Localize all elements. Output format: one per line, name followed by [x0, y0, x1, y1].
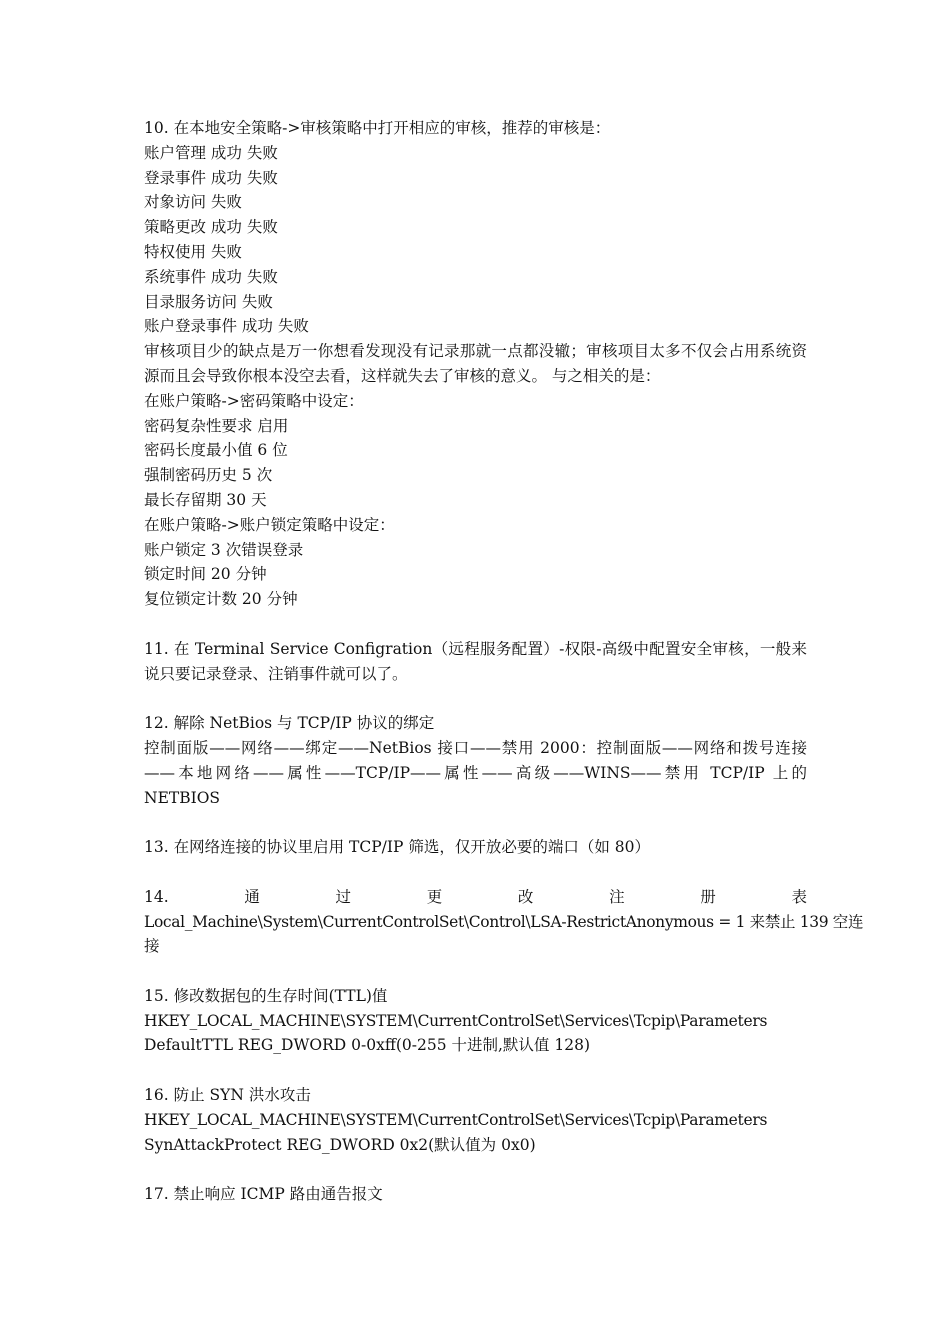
- section-11: [144, 637, 807, 687]
- section-16: [144, 1083, 807, 1157]
- password-policy-item: 密码复杂性要求 启用: [144, 416, 289, 435]
- title-word: 注: [609, 887, 625, 906]
- section-13-text: 13. 在网络连接的协议里启用 TCP/IP 筛选，仅开放必要的端口（如 80）: [144, 838, 650, 857]
- title-word: 册: [700, 887, 716, 906]
- lockout-policy-item: 账户锁定 3 次错误登录: [144, 540, 304, 559]
- title-word: 14.: [144, 887, 169, 906]
- paragraph-gap: [144, 860, 807, 885]
- lockout-policy-item: 复位锁定计数 20 分钟: [144, 590, 298, 609]
- registry-path-continuation: 接: [144, 937, 160, 956]
- title-word: 过: [335, 887, 352, 906]
- audit-item: 系统事件 成功 失败: [144, 267, 278, 286]
- paragraph-gap: [144, 1157, 807, 1182]
- password-policy-item: 密码长度最小值 6 位: [144, 441, 288, 460]
- section-10: [144, 116, 807, 612]
- audit-item: 登录事件 成功 失败: [144, 168, 278, 187]
- document-page: [144, 116, 864, 1207]
- registry-value: SynAttackProtect REG_DWORD 0x2(默认值为 0x0): [144, 1135, 536, 1154]
- section-11-text: 11. 在 Terminal Service Configration（远程服务配置）-权限-高级中配置安全审核，一般来说只要记录登录、注销事件就可以了。: [144, 639, 807, 683]
- password-policy-item: 强制密码历史 5 次: [144, 466, 273, 485]
- registry-value: DefaultTTL REG_DWORD 0-0xff(0-255 十进制,默认值 128): [144, 1036, 590, 1055]
- registry-key: HKEY_LOCAL_MACHINE\SYSTEM\CurrentControlSet\Services\Tcpip\Parameters: [144, 1110, 768, 1129]
- password-policy-header: 在账户策略->密码策略中设定：: [144, 391, 364, 410]
- section-15: [144, 984, 807, 1058]
- section-17: [144, 1182, 807, 1207]
- lockout-policy-item: 锁定时间 20 分钟: [144, 565, 267, 584]
- paragraph-gap: [144, 810, 807, 835]
- section-15-title: 15. 修改数据包的生存时间(TTL)值: [144, 986, 388, 1005]
- paragraph-gap: [144, 612, 807, 637]
- section-12: [144, 711, 807, 810]
- paragraph-gap: [144, 686, 807, 711]
- title-word: 通: [244, 887, 260, 906]
- lockout-policy-header: 在账户策略->账户锁定策略中设定：: [144, 515, 395, 534]
- title-word: 改: [517, 887, 534, 906]
- section-12-text: 控制面版——网络——绑定——NetBios 接口——禁用 2000：控制面版——网络和拨号连接——本地网络——属性——TCP/IP——属性——高级——WINS——禁用 TCP/IP 上的 NETBIOS: [144, 738, 807, 807]
- section-10-title: 10. 在本地安全策略->审核策略中打开相应的审核，推荐的审核是：: [144, 119, 611, 137]
- password-policy-item: 最长存留期 30 天: [144, 490, 267, 509]
- audit-item: 对象访问 失败: [144, 193, 242, 212]
- registry-path: Local_Machine\System\CurrentControlSet\Control\LSA-RestrictAnonymous = 1 来禁止 139 空连: [144, 912, 864, 931]
- audit-item: 目录服务访问 失败: [144, 292, 273, 311]
- audit-item: 特权使用 失败: [144, 242, 242, 261]
- registry-key: HKEY_LOCAL_MACHINE\SYSTEM\CurrentControlSet\Services\Tcpip\Parameters: [144, 1011, 768, 1030]
- title-word: 更: [426, 887, 443, 906]
- section-14-title: [144, 885, 807, 910]
- audit-item: 账户管理 成功 失败: [144, 143, 278, 162]
- section-13: [144, 835, 807, 860]
- paragraph-gap: [144, 1058, 807, 1083]
- section-16-title: 16. 防止 SYN 洪水攻击: [144, 1086, 311, 1105]
- title-word: 表: [791, 887, 807, 906]
- audit-note: 审核项目少的缺点是万一你想看发现没有记录那就一点都没辙；审核项目太多不仅会占用系统资源而且会导致你根本没空去看，这样就失去了审核的意义。 与之相关的是：: [144, 342, 807, 385]
- section-12-title: 12. 解除 NetBios 与 TCP/IP 协议的绑定: [144, 714, 435, 733]
- audit-item: 账户登录事件 成功 失败: [144, 317, 309, 336]
- audit-item: 策略更改 成功 失败: [144, 218, 278, 237]
- section-17-title: 17. 禁止响应 ICMP 路由通告报文: [144, 1185, 383, 1204]
- section-14: [144, 885, 864, 959]
- paragraph-gap: [144, 959, 807, 984]
